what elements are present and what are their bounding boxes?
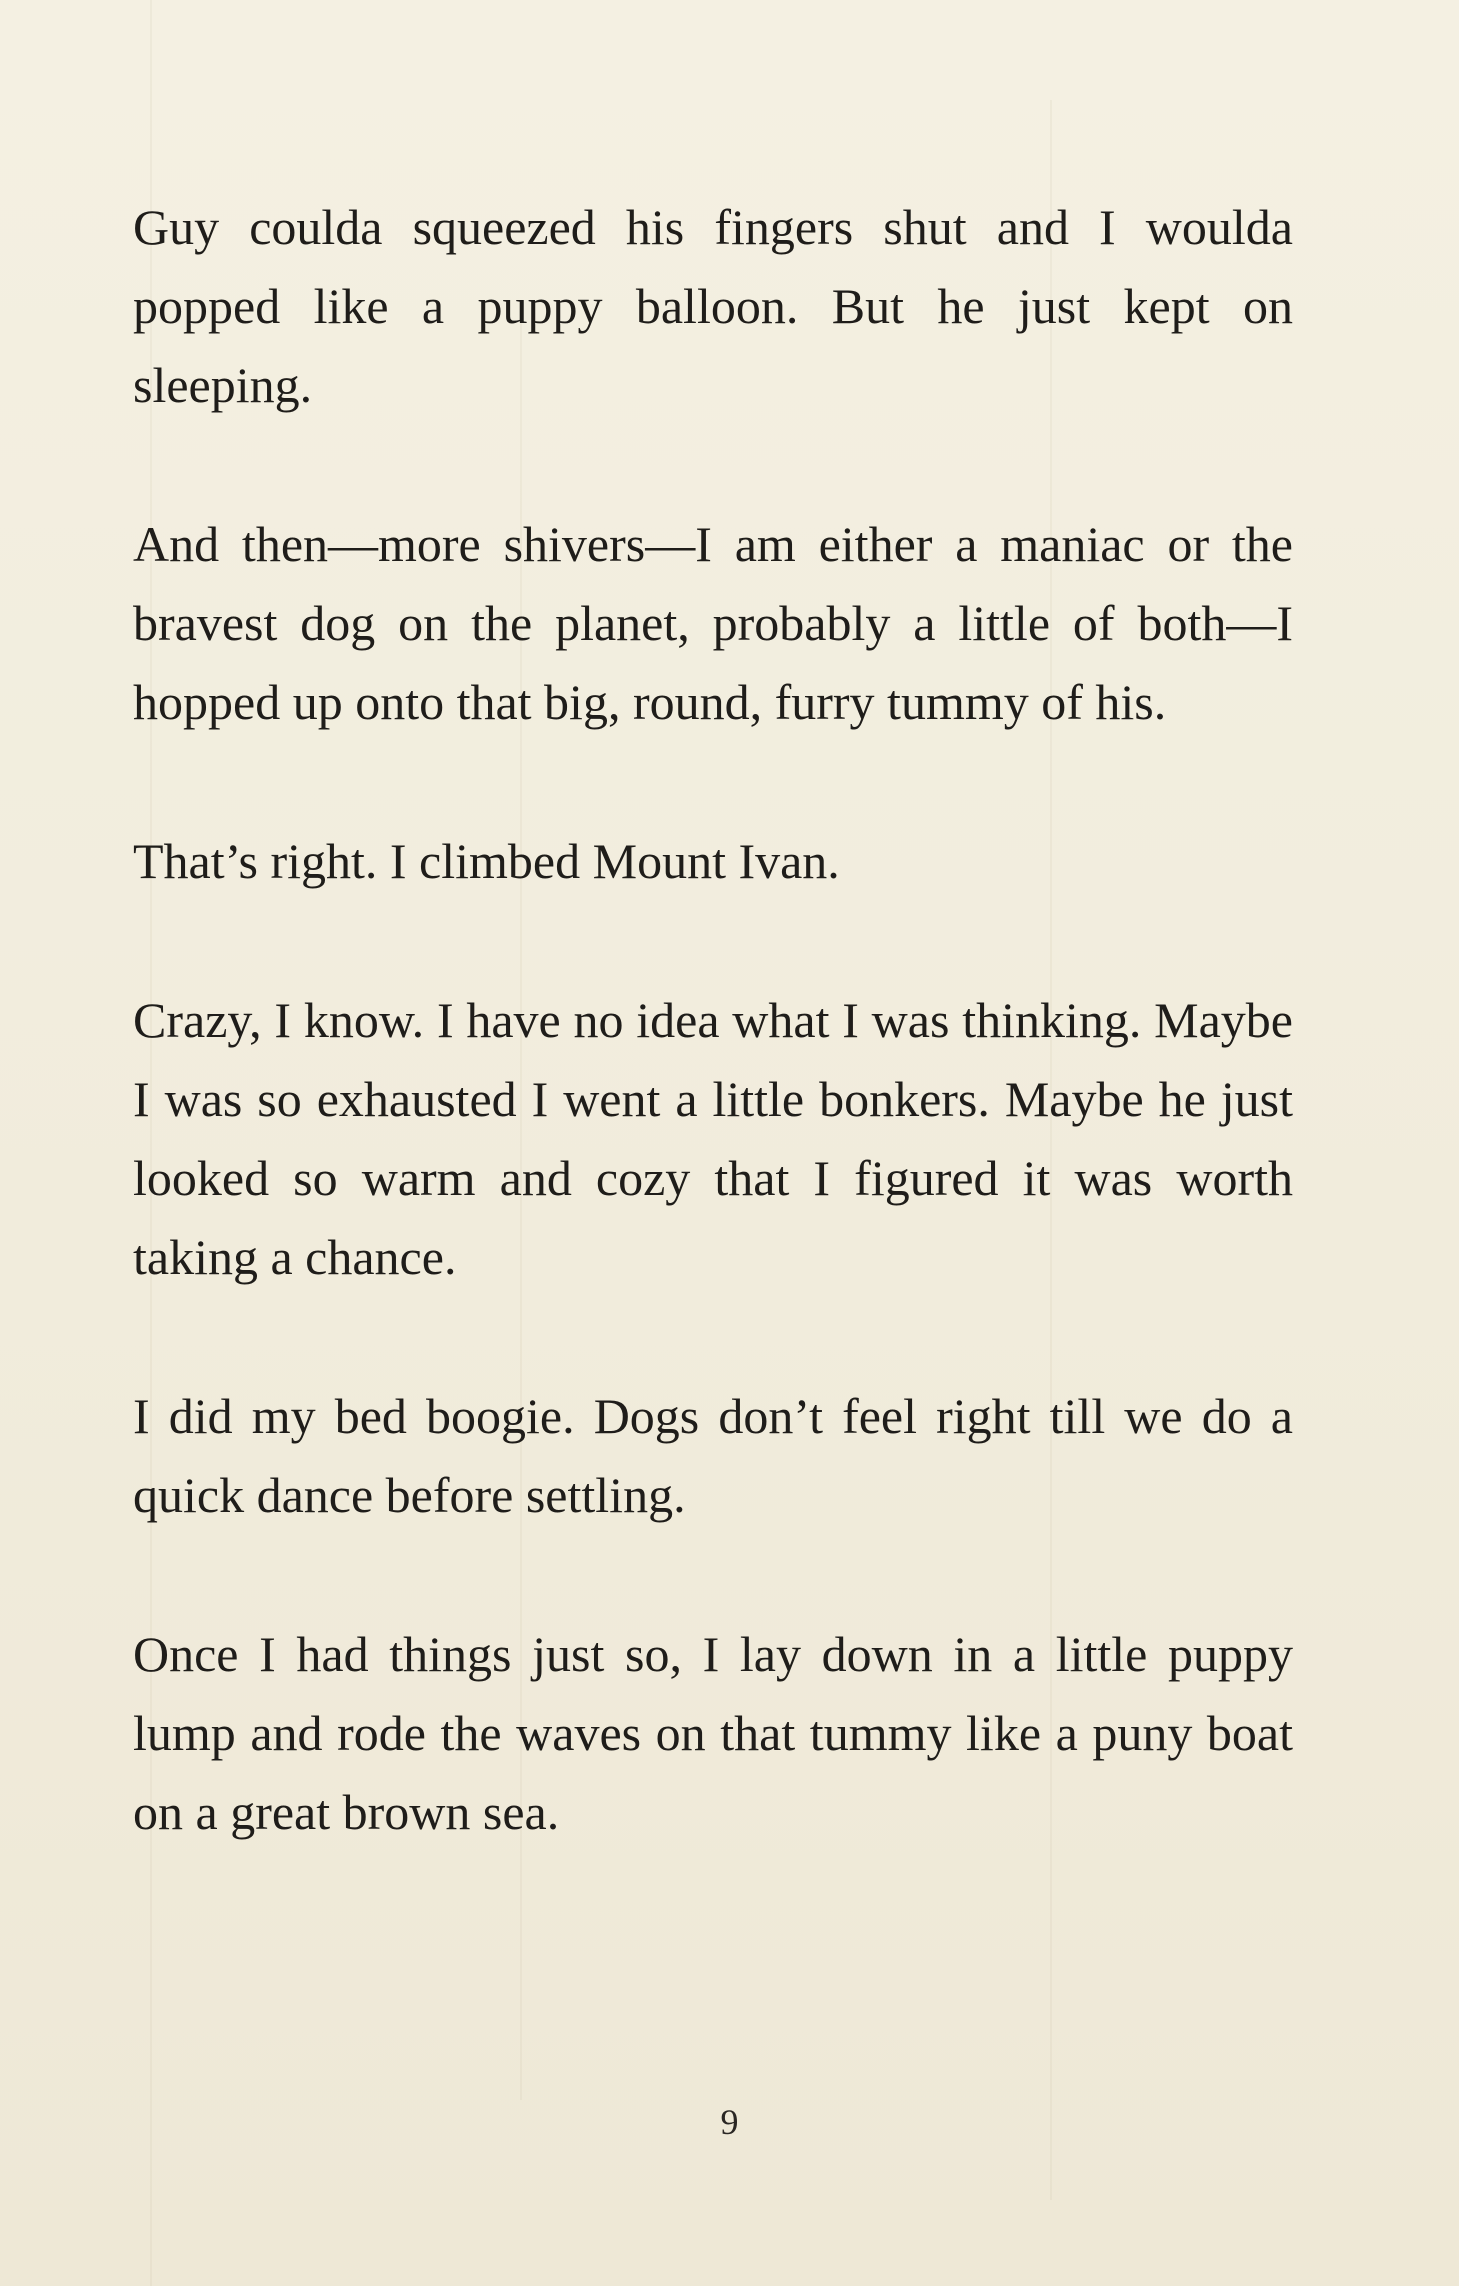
body-text [133,188,1293,1852]
paragraph: I did my bed boogie. Dogs don’t feel right till we do a quick dance before settling. [133,1388,1293,1523]
paragraph: And then—more shivers—I am either a maniac or the bravest dog on the planet, probably a little of both—I hopped up onto that big, round, furry tummy of his. [133,516,1293,730]
paragraph: That’s right. I climbed Mount Ivan. [133,833,840,889]
paragraph: Crazy, I know. I have no idea what I was thinking. Maybe I was so exhausted I went a little bonkers. Maybe he just looked so warm and cozy that I figured it was worth taking a chance. [133,992,1293,1285]
paragraph: Guy coulda squeezed his fingers shut and I woulda popped like a puppy balloon. But he just kept on sleeping. [133,199,1293,413]
page-number: 9 [720,2102,739,2142]
paragraph: Once I had things just so, I lay down in a little puppy lump and rode the waves on that tummy like a puny boat on a great brown sea. [133,1626,1293,1840]
